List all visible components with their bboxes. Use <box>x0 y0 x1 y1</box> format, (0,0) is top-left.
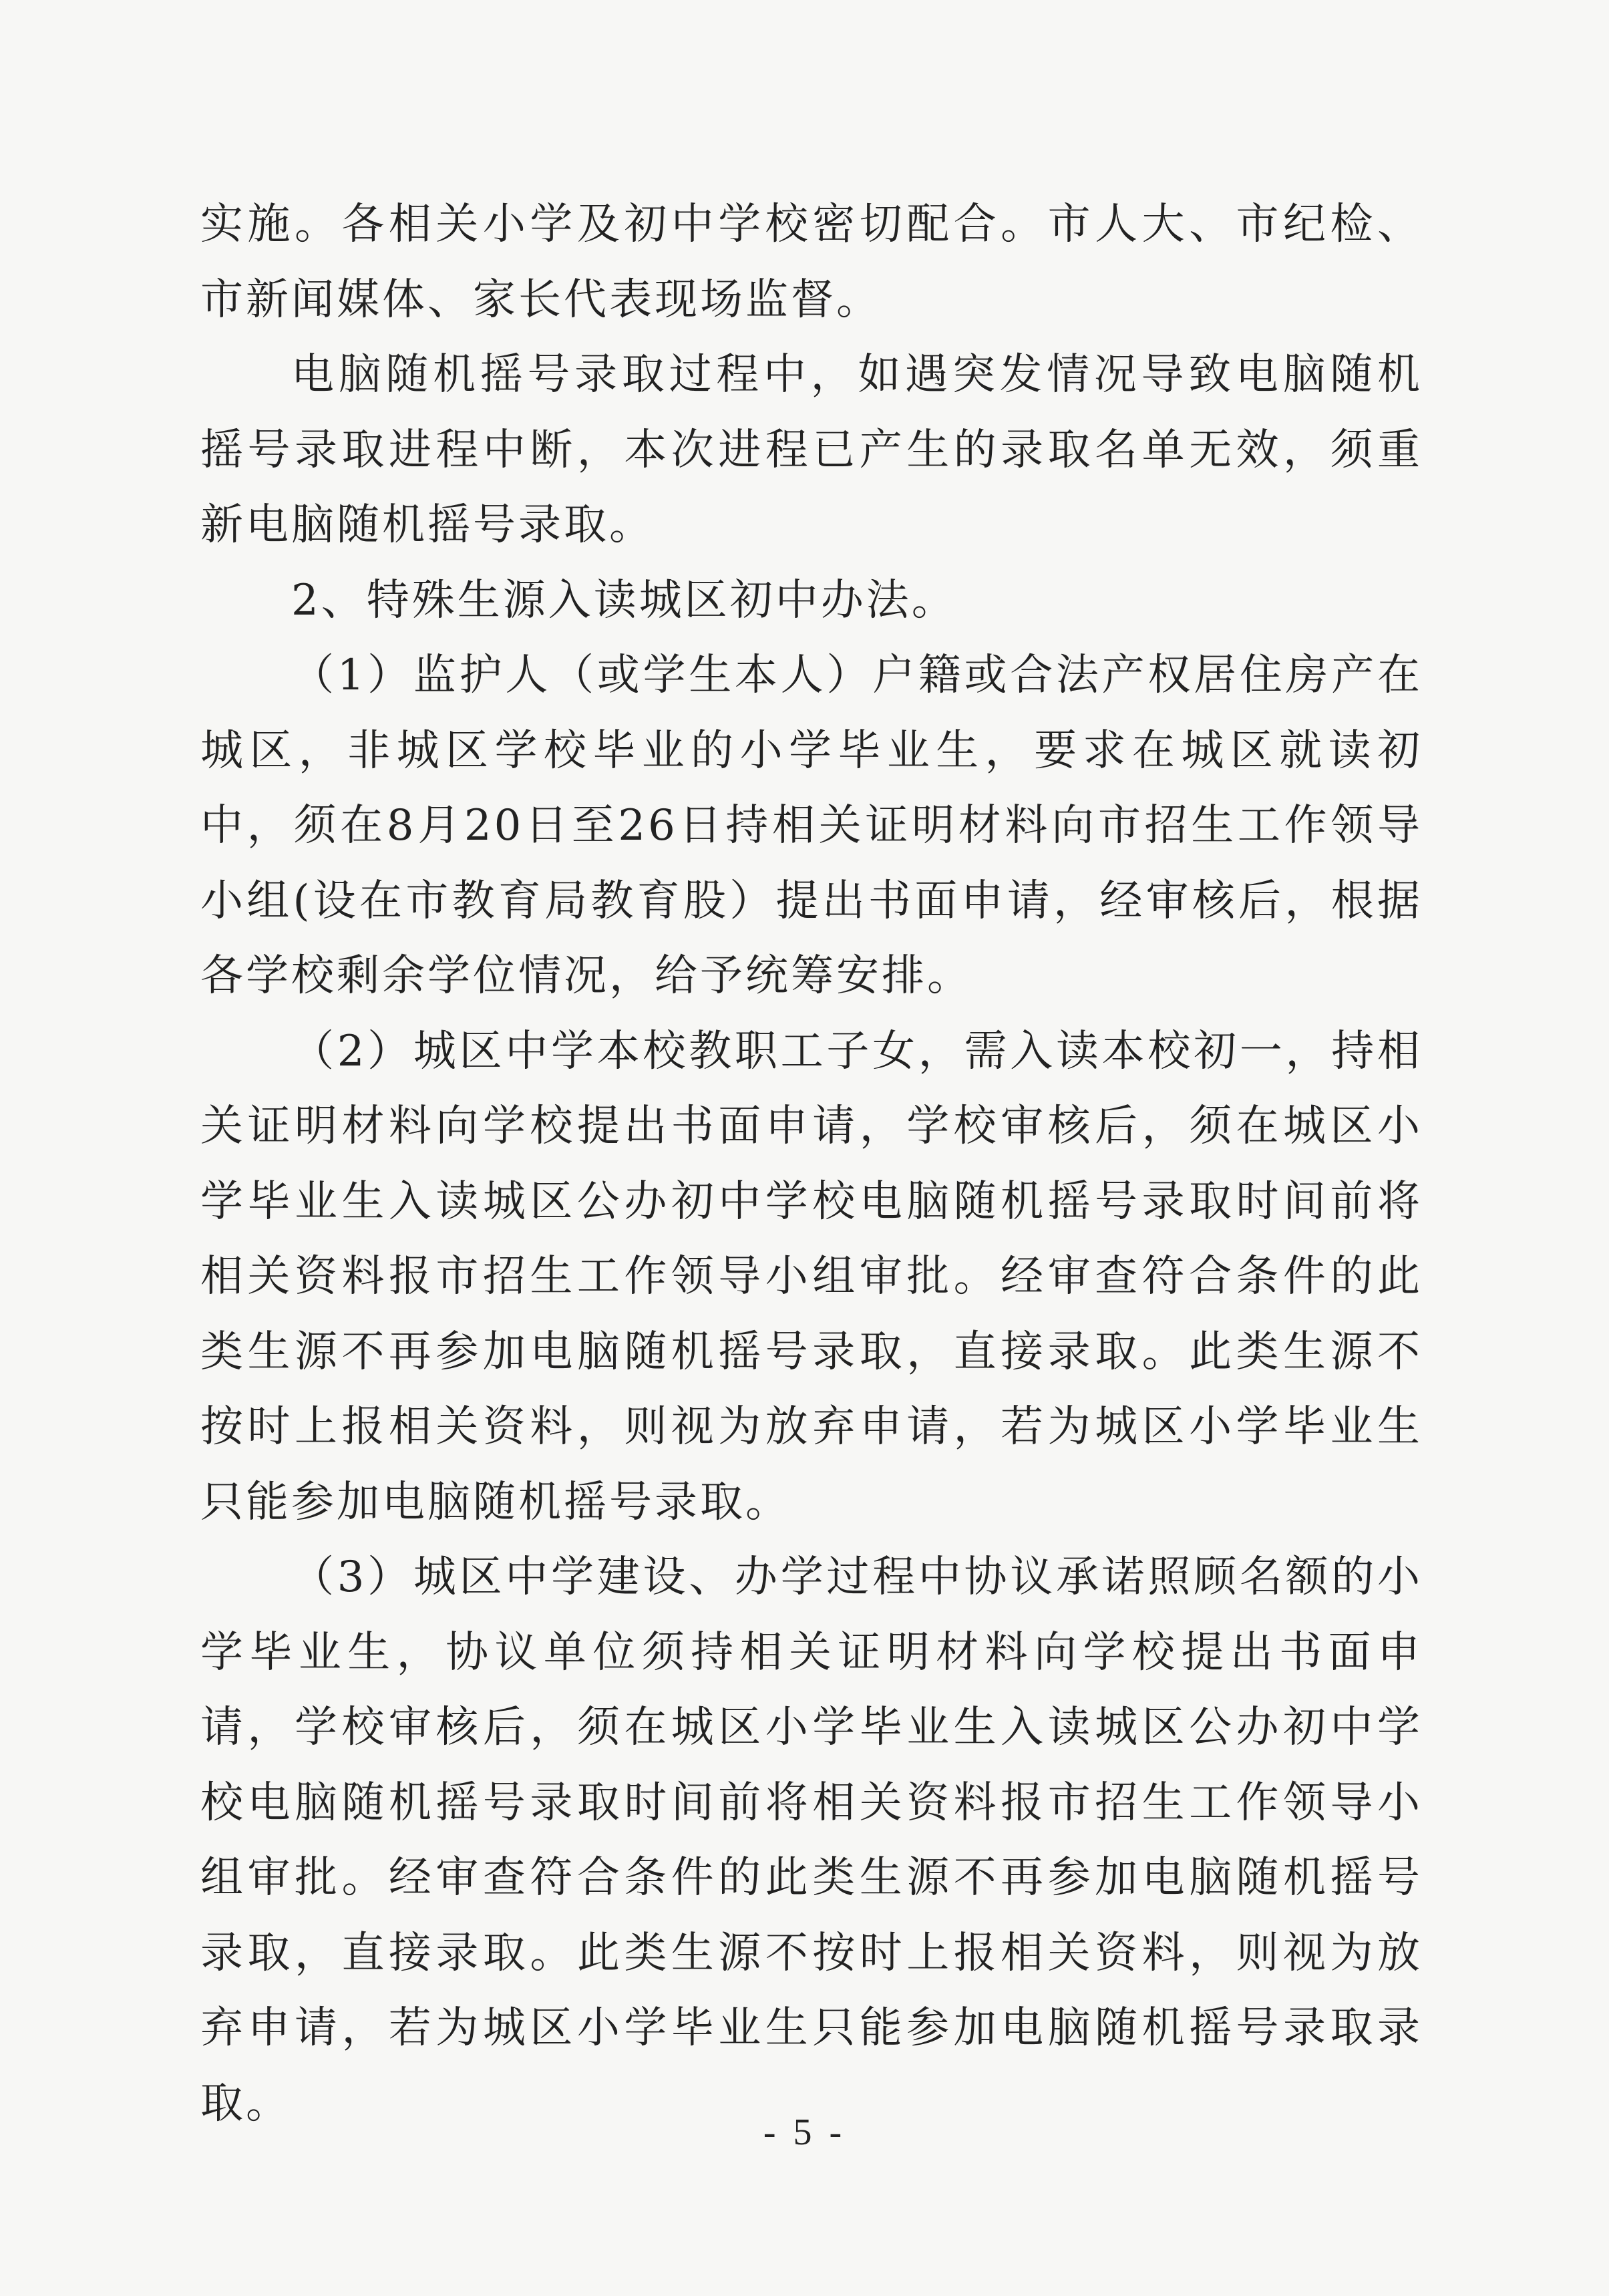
paragraph-5: （2）城区中学本校教职工子女，需入读本校初一，持相关证明材料向学校提出书面申请，学校审核后，须在城区小学毕业生入读城区公办初中学校电脑随机摇号录取时间前将相关资料报市招生工作领导小组审批。经审查符合条件的此类生源不再参加电脑随机摇号录取，直接录取。此类生源不按时上报相关资料，则视为放弃申请，若为城区小学毕业生只能参加电脑随机摇号录取。 <box>200 1026 1423 1527</box>
paragraph-2: 电脑随机摇号录取过程中，如遇突发情况导致电脑随机摇号录取进程中断，本次进程已产生的录取名单无效，须重新电脑随机摇号录取。 <box>200 350 1423 550</box>
document-body <box>200 187 1423 2141</box>
paragraph-3: 2、特殊生源入读城区初中办法。 <box>291 575 957 625</box>
page-number: - 5 - <box>763 2112 846 2153</box>
paragraph-1: 实施。各相关小学及初中学校密切配合。市人大、市纪检、市新闻媒体、家长代表现场监督。 <box>200 200 1423 325</box>
paragraph-4: （1）监护人（或学生本人）户籍或合法产权居住房产在城区，非城区学校毕业的小学毕业生，要求在城区就读初中，须在8月20日至26日持相关证明材料向市招生工作领导小组(设在市教育局教育股）提出书面申请，经审核后，根据各学校剩余学位情况，给予统筹安排。 <box>200 651 1423 1001</box>
paragraph-6: （3）城区中学建设、办学过程中协议承诺照顾名额的小学毕业生，协议单位须持相关证明材料向学校提出书面申请，学校审核后，须在城区小学毕业生入读城区公办初中学校电脑随机摇号录取时间前将相关资料报市招生工作领导小组审批。经审查符合条件的此类生源不再参加电脑随机摇号录取，直接录取。此类生源不按时上报相关资料，则视为放弃申请，若为城区小学毕业生只能参加电脑随机摇号录取录取。 <box>200 1552 1423 2128</box>
